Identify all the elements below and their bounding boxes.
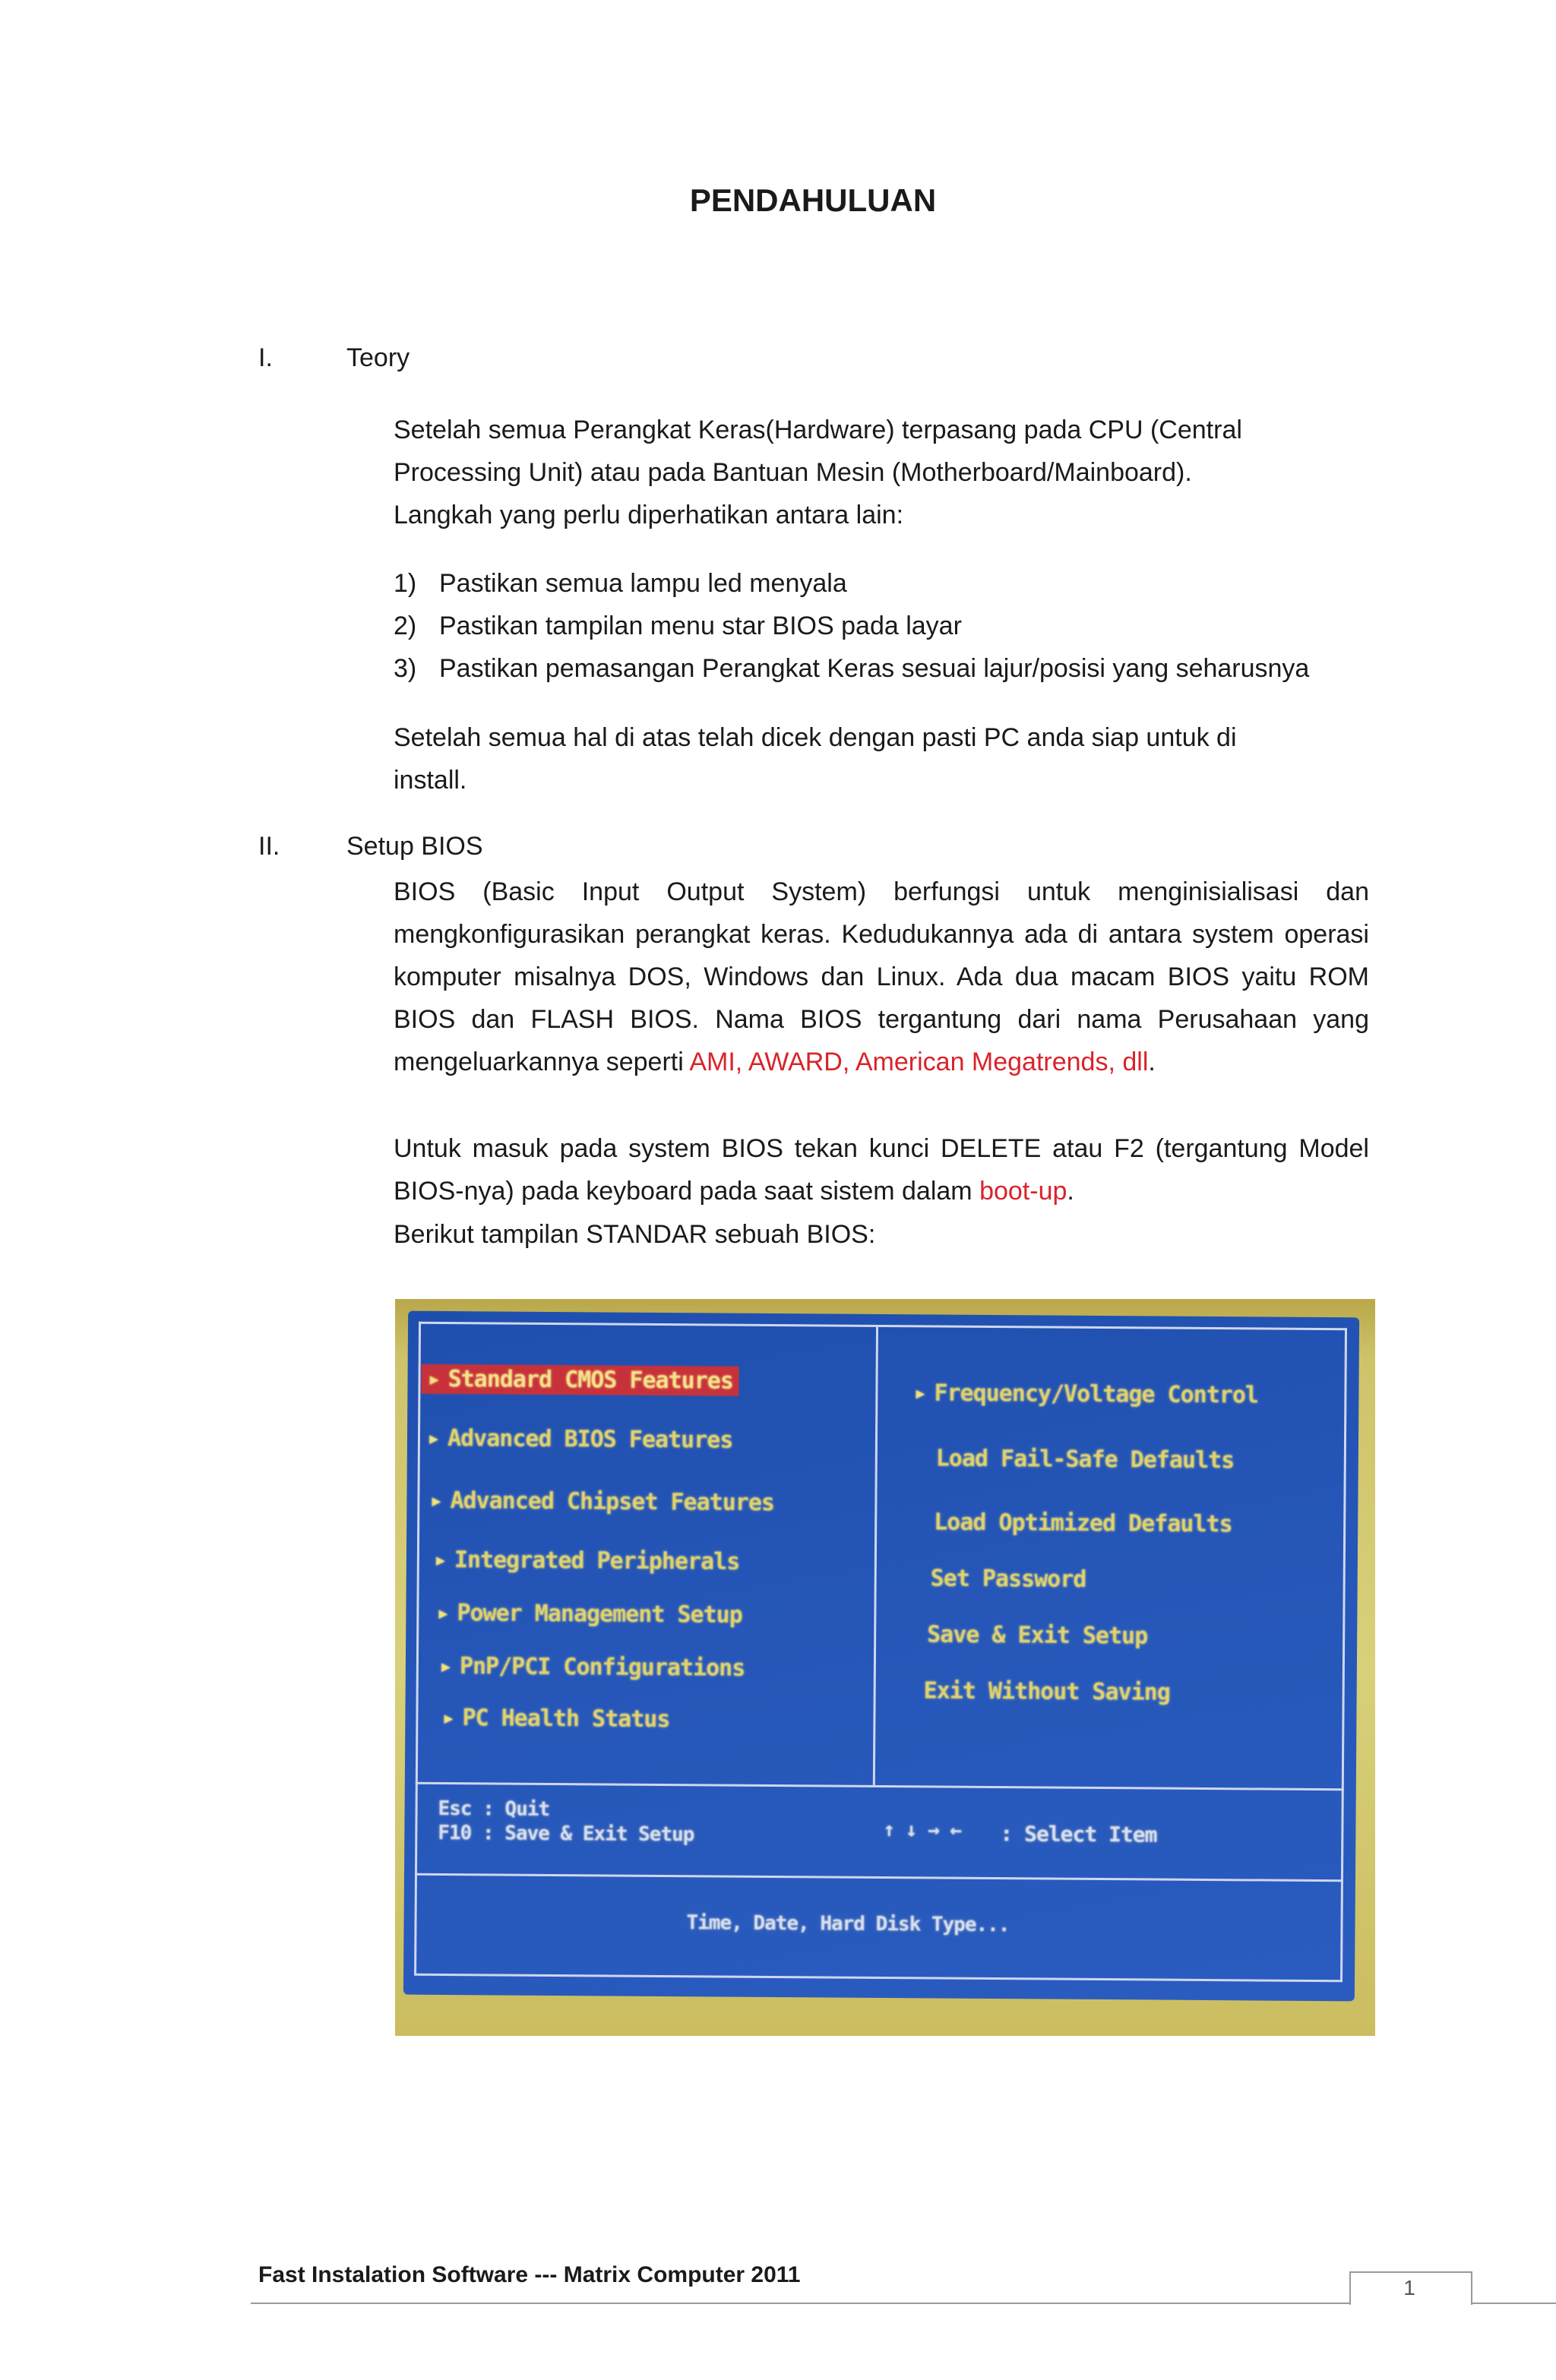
bios-menu-item[interactable] <box>913 1380 1258 1408</box>
list-number: 1) <box>394 569 417 598</box>
triangle-icon: ▸ <box>436 1599 450 1627</box>
section-2-heading: Setup BIOS <box>346 832 483 861</box>
bios-menu-label: Advanced Chipset Features <box>450 1487 775 1517</box>
bios-status-help: Time, Date, Hard Disk Type... <box>686 1911 1010 1937</box>
bios-description-end: . <box>1148 1048 1156 1076</box>
bios-description-text: BIOS (Basic Input Output System) berfungsi untuk menginisialisasi dan mengkonfigurasikan perangkat keras. Kedudukannya ada di antara system operasi komputer misalnya DOS, Windows dan Linux. Ada dua macam BIOS yaitu ROM BIOS dan FLASH BIOS. Nama BIOS tergantung dari nama Perusahaan yang mengeluarkannya seperti <box>394 877 1369 1076</box>
section-1-number: I. <box>258 343 273 372</box>
intro-line: Processing Unit) atau pada Bantuan Mesin (Motherboard/Mainboard). <box>394 458 1192 487</box>
bios-frame-right <box>1340 1328 1347 1981</box>
intro-line: Langkah yang perlu diperhatikan antara lain: <box>394 501 904 529</box>
triangle-icon: ▸ <box>441 1704 455 1732</box>
page-number: 1 <box>1403 2276 1415 2299</box>
bios-menu-label: Load Optimized Defaults <box>934 1509 1232 1538</box>
bios-menu-label: Standard CMOS Features <box>448 1366 734 1395</box>
bios-menu-label: PC Health Status <box>462 1705 670 1734</box>
triangle-icon: ▸ <box>913 1380 927 1407</box>
list-text: Pastikan tampilan menu star BIOS pada layar <box>439 612 962 640</box>
list-number: 3) <box>394 654 417 683</box>
bios-menu-item[interactable] <box>924 1677 1170 1705</box>
bios-menu-item-selected[interactable] <box>421 1364 739 1396</box>
bios-arrow-keys-icon: ↑ ↓ → ← <box>883 1819 962 1842</box>
bios-hint-f10: F10 : Save & Exit Setup <box>438 1821 694 1847</box>
bios-menu-item[interactable] <box>934 1509 1232 1538</box>
bios-menu-label: Frequency/Voltage Control <box>934 1380 1259 1409</box>
page-title: PENDAHULUAN <box>689 182 937 218</box>
intro-line: Setelah semua Perangkat Keras(Hardware) terpasang pada CPU (Central <box>394 416 1242 444</box>
bios-menu-label: Power Management Setup <box>457 1600 742 1629</box>
bios-entry-instruction <box>394 1127 1369 1212</box>
triangle-icon: ▸ <box>427 1365 441 1392</box>
bios-entry-text: Untuk masuk pada system BIOS tekan kunci DELETE atau F2 (tergantung Model BIOS-nya) pada keyboard pada saat sistem dalam <box>394 1134 1369 1206</box>
bios-frame-top <box>419 1322 1347 1331</box>
bios-menu-item[interactable] <box>427 1425 733 1454</box>
list-text: Pastikan pemasangan Perangkat Keras sesuai lajur/posisi yang seharusnya <box>439 654 1310 683</box>
triangle-icon: ▸ <box>429 1487 443 1514</box>
bios-menu-item[interactable] <box>931 1565 1086 1592</box>
bios-photo <box>395 1299 1375 2036</box>
section-2-number: II. <box>258 832 280 861</box>
bios-divider-status <box>415 1873 1343 1882</box>
closing-line: install. <box>394 766 467 795</box>
triangle-icon: ▸ <box>438 1652 453 1680</box>
bios-screen <box>403 1311 1359 2002</box>
triangle-icon: ▸ <box>426 1424 441 1452</box>
list-item <box>394 647 1419 690</box>
bios-vendors: AMI, AWARD, American Megatrends, dll <box>689 1048 1149 1076</box>
bios-menu-item[interactable] <box>439 1653 745 1682</box>
bios-menu-item[interactable] <box>434 1547 740 1576</box>
bios-menu-item[interactable] <box>436 1600 742 1629</box>
section-1-intro <box>394 409 1381 536</box>
bios-menu-label: Integrated Peripherals <box>454 1547 740 1576</box>
bios-menu-item[interactable] <box>927 1621 1147 1649</box>
checklist <box>394 562 1419 690</box>
section-1-heading: Teory <box>346 343 410 372</box>
bios-frame-left <box>414 1322 421 1975</box>
list-text: Pastikan semua lampu led menyala <box>439 569 847 598</box>
boot-up-term: boot-up <box>979 1177 1067 1206</box>
list-number: 2) <box>394 612 417 640</box>
bios-menu-label: Exit Without Saving <box>923 1677 1170 1706</box>
bios-hint-esc: Esc : Quit <box>438 1797 550 1821</box>
footer-text: Fast Instalation Software --- Matrix Computer 2011 <box>258 2262 801 2287</box>
triangle-icon: ▸ <box>433 1546 448 1574</box>
closing-line: Setelah semua hal di atas telah dicek dengan pasti PC anda siap untuk di <box>394 723 1237 752</box>
bios-menu-label: Advanced BIOS Features <box>447 1425 733 1454</box>
bios-menu-label: Save & Exit Setup <box>927 1621 1148 1650</box>
bios-menu-label: Set Password <box>930 1565 1086 1593</box>
bios-description <box>394 871 1369 1083</box>
bios-frame-bottom <box>414 1974 1343 1983</box>
bios-hint-select: : Select Item <box>1000 1821 1157 1847</box>
bios-caption: Berikut tampilan STANDAR sebuah BIOS: <box>394 1220 876 1249</box>
list-item <box>394 562 1419 605</box>
bios-entry-end: . <box>1067 1177 1074 1206</box>
section-1-closing <box>394 716 1381 801</box>
bios-menu-item[interactable] <box>441 1705 669 1733</box>
list-item <box>394 605 1419 647</box>
bios-menu-item[interactable] <box>936 1445 1235 1474</box>
bios-divider-hints <box>416 1782 1344 1791</box>
bios-menu-item[interactable] <box>429 1487 774 1516</box>
bios-menu-label: Load Fail-Safe Defaults <box>935 1445 1235 1474</box>
bios-menu-label: PnP/PCI Configurations <box>459 1653 745 1682</box>
bios-divider-vertical <box>873 1325 878 1785</box>
